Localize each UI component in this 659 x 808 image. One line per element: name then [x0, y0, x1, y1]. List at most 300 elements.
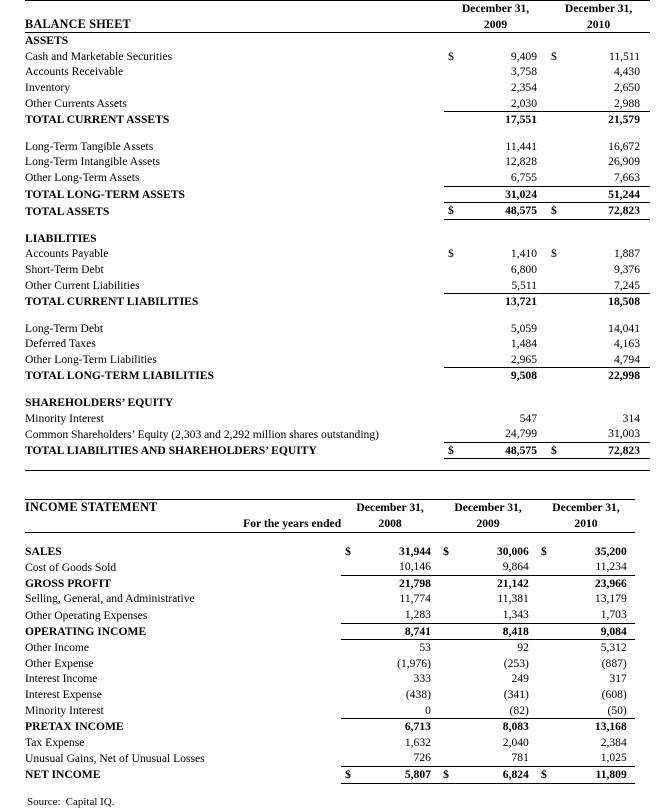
- cell-pad: [539, 384, 547, 395]
- cell-value: 9,864: [502, 560, 529, 574]
- row-label: Long-Term Intangible Assets: [25, 155, 161, 169]
- table-row: [25, 49, 650, 65]
- row-label: [25, 384, 444, 395]
- cell-value: 12,828: [505, 155, 537, 169]
- row-label: Other Expense: [25, 656, 94, 670]
- row-label: SHAREHOLDERS’ EQUITY: [25, 396, 174, 410]
- cell-value: [460, 395, 539, 411]
- cell-value: 48,575: [460, 203, 539, 220]
- table-row: [25, 607, 635, 623]
- currency-symbol: [547, 186, 563, 203]
- currency-symbol: [439, 687, 455, 703]
- table-row: [25, 719, 635, 735]
- cell-value: [455, 532, 530, 544]
- income-statement-title-row: [25, 500, 635, 516]
- currency-symbol: [341, 591, 357, 607]
- table-row: [25, 544, 635, 560]
- table-row: [25, 750, 635, 766]
- currency-symbol: [341, 640, 357, 656]
- currency-symbol: [439, 559, 455, 575]
- currency-symbol: [444, 139, 460, 155]
- table-row: [25, 231, 650, 247]
- cell-value: 7,663: [613, 170, 641, 184]
- cell-pad: [539, 310, 547, 321]
- table-row: [25, 203, 650, 220]
- row-label: ASSETS: [25, 34, 69, 48]
- col-header-line1: December 31,: [552, 501, 620, 515]
- currency-symbol: [444, 310, 460, 321]
- balance-sheet-table: [25, 0, 650, 471]
- currency-symbol: [444, 128, 460, 139]
- income-statement-title: INCOME STATEMENT: [25, 500, 341, 516]
- currency-symbol: [537, 687, 553, 703]
- table-row: [25, 186, 650, 203]
- balance-sheet-foot: [25, 459, 650, 471]
- table-row: [25, 33, 650, 49]
- cell-value: (50): [607, 703, 627, 717]
- table-row: [25, 352, 650, 368]
- cell-pad: [642, 368, 650, 384]
- cell-pad: [629, 640, 635, 656]
- cell-pad: [642, 203, 650, 220]
- row-label: [25, 219, 444, 231]
- cell-pad: [539, 219, 547, 231]
- cell-value: 53: [419, 641, 431, 655]
- row-label: Other Long-Term Liabilities: [25, 353, 157, 367]
- cell-value: [563, 384, 642, 395]
- cell-pad: [642, 426, 650, 442]
- row-label: Accounts Receivable: [25, 65, 124, 79]
- cell-value: 2,354: [510, 80, 537, 94]
- row-label: NET INCOME: [25, 768, 101, 782]
- row-label: Common Shareholders’ Equity (2,303 and 2,292 million shares outstanding): [25, 427, 379, 441]
- cell-pad: [539, 154, 547, 170]
- cell-pad: [539, 321, 547, 337]
- balance-sheet-col-header-1: [547, 1, 650, 33]
- cell-value: (341): [503, 687, 529, 701]
- currency-symbol: $: [551, 247, 557, 261]
- currency-symbol: [341, 719, 357, 735]
- source-value: Capital IQ.: [65, 795, 115, 808]
- cell-pad: [539, 395, 547, 411]
- row-label: Other Income: [25, 641, 90, 655]
- balance-sheet-bottom-rule: [25, 459, 650, 471]
- cell-pad: [642, 294, 650, 310]
- cell-value: 17,551: [460, 112, 539, 128]
- cell-pad: [642, 278, 650, 294]
- currency-symbol: [537, 719, 553, 735]
- cell-pad: [539, 186, 547, 203]
- cell-value: 8,083: [455, 719, 530, 735]
- table-row: [25, 368, 650, 384]
- cell-value: 18,508: [563, 294, 642, 310]
- cell-pad: [642, 96, 650, 112]
- currency-symbol: $: [547, 203, 563, 220]
- currency-symbol: [444, 426, 460, 442]
- table-row: [25, 591, 635, 607]
- cell-value: 317: [609, 672, 627, 686]
- row-label: Cash and Marketable Securities: [25, 49, 173, 63]
- cell-value: 31,003: [608, 427, 641, 441]
- balance-sheet-bottom-spacer: [25, 459, 650, 471]
- currency-symbol: [547, 154, 563, 170]
- row-label: TOTAL LONG-TERM LIABILITIES: [25, 369, 214, 383]
- cell-pad: [629, 719, 635, 735]
- table-row: [25, 64, 650, 80]
- currency-symbol: [547, 384, 563, 395]
- cell-value: 5,312: [600, 641, 627, 655]
- cell-pad: [629, 607, 635, 623]
- currency-symbol: [341, 687, 357, 703]
- cell-value: 5,059: [510, 321, 537, 335]
- table-row: [25, 154, 650, 170]
- cell-value: 5,807: [357, 766, 432, 783]
- currency-symbol: [444, 219, 460, 231]
- row-label: Long-Term Debt: [25, 321, 104, 335]
- cell-value: 3,758: [510, 65, 537, 79]
- row-label: [25, 128, 444, 139]
- cell-value: (887): [601, 656, 627, 670]
- currency-symbol: [439, 532, 455, 544]
- cell-value: [357, 532, 432, 544]
- cell-value: 6,713: [357, 719, 432, 735]
- row-label: Other Currents Assets: [25, 97, 127, 111]
- currency-symbol: [444, 384, 460, 395]
- row-label: TOTAL CURRENT LIABILITIES: [25, 295, 199, 309]
- cell-value: [460, 219, 539, 231]
- cell-value: 2,965: [510, 352, 537, 366]
- table-row: [25, 139, 650, 155]
- cell-value: 48,575: [460, 442, 539, 459]
- cell-value: 333: [413, 672, 431, 686]
- row-label: Minority Interest: [25, 704, 104, 718]
- currency-symbol: [547, 336, 563, 352]
- cell-pad: [642, 80, 650, 96]
- cell-value: 72,823: [563, 203, 642, 220]
- currency-symbol: [439, 607, 455, 623]
- cell-pad: [539, 262, 547, 278]
- currency-symbol: [537, 607, 553, 623]
- cell-value: 314: [622, 411, 641, 425]
- cell-value: 6,755: [510, 170, 537, 184]
- cell-value: 21,798: [357, 575, 432, 591]
- currency-symbol: [341, 623, 357, 640]
- cell-pad: [629, 575, 635, 591]
- cell-pad: [539, 33, 547, 49]
- currency-symbol: $: [448, 247, 454, 261]
- cell-value: 10,146: [399, 560, 431, 574]
- currency-symbol: [444, 262, 460, 278]
- income-statement-col-header-2: [537, 500, 635, 532]
- cell-pad: [642, 139, 650, 155]
- cell-value: 11,809: [553, 766, 628, 783]
- cell-value: 1,887: [613, 247, 641, 261]
- cell-value: 4,794: [613, 352, 641, 366]
- table-spacer-row: [25, 310, 650, 321]
- currency-symbol: [444, 352, 460, 368]
- cell-pad: [642, 352, 650, 368]
- cell-value: [563, 395, 642, 411]
- cell-value: [563, 231, 642, 247]
- row-label: LIABILITIES: [25, 231, 97, 245]
- cell-pad: [642, 219, 650, 231]
- currency-symbol: $: [551, 49, 557, 63]
- income-statement-col-header-1: [439, 500, 537, 532]
- cell-value: 11,234: [595, 560, 627, 574]
- cell-pad: [629, 544, 635, 560]
- cell-value: [563, 33, 642, 49]
- cell-pad: [539, 336, 547, 352]
- currency-symbol: [341, 750, 357, 766]
- cell-pad: [539, 49, 547, 65]
- cell-value: 9,084: [553, 623, 628, 640]
- cell-pad: [539, 426, 547, 442]
- table-row: [25, 336, 650, 352]
- cell-pad: [642, 321, 650, 337]
- row-label: TOTAL ASSETS: [25, 204, 110, 218]
- currency-symbol: [547, 96, 563, 112]
- row-label: Minority Interest: [25, 411, 104, 425]
- cell-pad: [539, 231, 547, 247]
- currency-symbol: [444, 368, 460, 384]
- cell-value: 9,409: [510, 49, 537, 63]
- cell-pad: [629, 559, 635, 575]
- cell-pad: [539, 128, 547, 139]
- table-row: [25, 395, 650, 411]
- cell-value: 11,381: [497, 592, 529, 606]
- cell-value: (438): [405, 687, 431, 701]
- cell-pad: [642, 384, 650, 395]
- currency-symbol: [537, 591, 553, 607]
- col-header-line2: 2008: [378, 517, 402, 531]
- cell-value: 4,430: [613, 65, 641, 79]
- row-label: Deferred Taxes: [25, 337, 96, 351]
- currency-symbol: [537, 559, 553, 575]
- table-row: [25, 170, 650, 186]
- table-row: [25, 426, 650, 442]
- table-row: [25, 735, 635, 751]
- table-row: [25, 246, 650, 262]
- table-spacer-row: [25, 128, 650, 139]
- row-label: Interest Income: [25, 672, 98, 686]
- cell-value: [460, 231, 539, 247]
- table-row: [25, 687, 635, 703]
- cell-value: 9,508: [460, 368, 539, 384]
- currency-symbol: [547, 219, 563, 231]
- cell-value: 26,909: [608, 155, 641, 169]
- cell-pad: [642, 442, 650, 459]
- cell-value: 31,024: [460, 186, 539, 203]
- cell-value: 1,632: [404, 735, 431, 749]
- table-row: [25, 278, 650, 294]
- cell-pad: [539, 411, 547, 427]
- cell-value: [460, 384, 539, 395]
- cell-pad: [629, 703, 635, 719]
- cell-pad: [642, 64, 650, 80]
- currency-symbol: [341, 559, 357, 575]
- row-label: GROSS PROFIT: [25, 576, 112, 590]
- balance-sheet-title: BALANCE SHEET: [25, 1, 444, 33]
- row-label: PRETAX INCOME: [25, 720, 124, 734]
- cell-pad: [642, 231, 650, 247]
- currency-symbol: [547, 321, 563, 337]
- cell-pad: [539, 352, 547, 368]
- cell-pad: [629, 591, 635, 607]
- row-label: Selling, General, and Administrative: [25, 592, 195, 606]
- cell-pad: [642, 246, 650, 262]
- balance-sheet-body: [25, 33, 650, 459]
- cell-value: 547: [519, 411, 537, 425]
- cell-pad: [642, 336, 650, 352]
- currency-symbol: [537, 623, 553, 640]
- row-label: SALES: [25, 544, 62, 558]
- cell-value: 8,418: [455, 623, 530, 640]
- currency-symbol: [547, 426, 563, 442]
- cell-value: 21,142: [455, 575, 530, 591]
- currency-symbol: [537, 575, 553, 591]
- currency-symbol: [439, 719, 455, 735]
- cell-pad: [642, 411, 650, 427]
- col-header-line1: December 31,: [461, 2, 530, 15]
- table-spacer-row: [25, 219, 650, 231]
- table-row: [25, 656, 635, 672]
- cell-value: 249: [511, 672, 529, 686]
- cell-pad: [539, 96, 547, 112]
- cell-pad: [539, 368, 547, 384]
- col-header-line2: 2009: [476, 517, 500, 531]
- table-row: [25, 442, 650, 459]
- cell-value: 726: [413, 751, 431, 765]
- cell-value: [563, 219, 642, 231]
- table-row: [25, 671, 635, 687]
- cell-pad: [629, 750, 635, 766]
- currency-symbol: [547, 170, 563, 186]
- cell-pad: [539, 112, 547, 128]
- currency-symbol: $: [345, 544, 351, 558]
- currency-symbol: [547, 294, 563, 310]
- cell-value: 14,041: [608, 321, 641, 335]
- table-spacer-row: [25, 532, 635, 544]
- cell-value: 13,179: [594, 592, 627, 606]
- source-label: Source:: [27, 795, 61, 808]
- income-statement-table: [25, 499, 635, 783]
- col-header-line2: 2010: [586, 17, 611, 31]
- row-label: Tax Expense: [25, 735, 85, 749]
- currency-symbol: [444, 411, 460, 427]
- currency-symbol: [547, 262, 563, 278]
- cell-value: 1,283: [404, 608, 431, 621]
- row-label: [25, 532, 341, 544]
- cell-value: (1,976): [397, 656, 431, 670]
- cell-pad: [642, 262, 650, 278]
- currency-symbol: [439, 640, 455, 656]
- cell-value: 1,343: [502, 608, 529, 621]
- cell-value: 13,168: [553, 719, 628, 735]
- cell-value: [563, 128, 642, 139]
- currency-symbol: [341, 671, 357, 687]
- currency-symbol: [547, 310, 563, 321]
- currency-symbol: $: [541, 544, 547, 558]
- currency-symbol: $: [444, 203, 460, 220]
- row-label: Unusual Gains, Net of Unusual Losses: [25, 751, 205, 765]
- balance-sheet-header-row: [25, 1, 650, 33]
- row-label: Long-Term Tangible Assets: [25, 139, 154, 153]
- currency-symbol: $: [443, 544, 449, 558]
- cell-pad: [629, 687, 635, 703]
- cell-pad: [629, 656, 635, 672]
- row-label: Interest Expense: [25, 687, 102, 701]
- row-label: Other Operating Expenses: [25, 608, 148, 622]
- currency-symbol: $: [537, 766, 553, 783]
- row-label: Cost of Goods Sold: [25, 560, 117, 574]
- cell-value: 1,484: [510, 337, 537, 351]
- currency-symbol: [537, 532, 553, 544]
- cell-value: 1,410: [510, 247, 537, 261]
- cell-value: 1,703: [600, 608, 627, 621]
- cell-value: 6,800: [510, 262, 537, 276]
- cell-value: 8,741: [357, 623, 432, 640]
- currency-symbol: [547, 411, 563, 427]
- currency-symbol: [547, 64, 563, 80]
- cell-value: 23,966: [553, 575, 628, 591]
- currency-symbol: [444, 170, 460, 186]
- row-label: Accounts Payable: [25, 247, 109, 261]
- currency-symbol: [439, 575, 455, 591]
- row-label: TOTAL LONG-TERM ASSETS: [25, 188, 186, 202]
- cell-value: (82): [509, 703, 529, 717]
- cell-pad: [642, 154, 650, 170]
- cell-pad: [642, 33, 650, 49]
- currency-symbol: [537, 640, 553, 656]
- cell-pad: [539, 203, 547, 220]
- income-statement-header: [25, 500, 635, 532]
- currency-symbol: [547, 128, 563, 139]
- cell-pad: [642, 395, 650, 411]
- currency-symbol: [444, 278, 460, 294]
- cell-value: [460, 128, 539, 139]
- cell-pad: [539, 170, 547, 186]
- currency-symbol: [444, 186, 460, 203]
- col-header-line1: December 31,: [564, 2, 633, 15]
- cell-value: 7,245: [613, 278, 641, 292]
- cell-value: 0: [425, 703, 431, 717]
- cell-value: 2,384: [600, 735, 627, 749]
- cell-value: 4,163: [613, 337, 641, 351]
- currency-symbol: [439, 703, 455, 719]
- currency-symbol: [444, 336, 460, 352]
- currency-symbol: [341, 607, 357, 623]
- cell-value: 6,824: [455, 766, 530, 783]
- cell-pad: [629, 671, 635, 687]
- currency-symbol: [439, 671, 455, 687]
- currency-symbol: [439, 750, 455, 766]
- cell-value: 22,998: [563, 368, 642, 384]
- income-statement-col-header-0: [341, 500, 439, 532]
- cell-value: 781: [511, 751, 529, 765]
- currency-symbol: [547, 33, 563, 49]
- cell-pad: [539, 294, 547, 310]
- cell-pad: [629, 623, 635, 640]
- cell-value: 2,040: [502, 735, 529, 749]
- col-header-line1: December 31,: [454, 501, 522, 515]
- cell-value: 2,650: [613, 80, 641, 94]
- cell-value: (253): [503, 656, 529, 670]
- cell-pad: [539, 139, 547, 155]
- currency-symbol: $: [448, 49, 454, 63]
- table-row: [25, 559, 635, 575]
- table-row: [25, 96, 650, 112]
- currency-symbol: [444, 231, 460, 247]
